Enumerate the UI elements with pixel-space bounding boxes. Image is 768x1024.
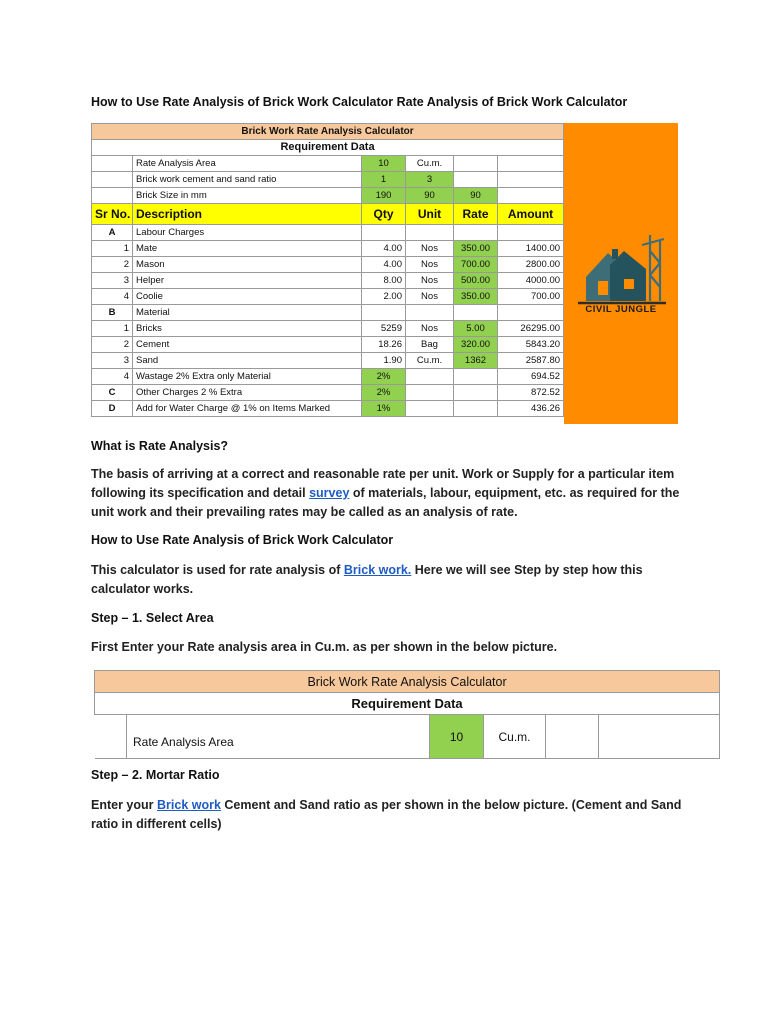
cell-unit [406,401,454,417]
table-row [92,225,564,241]
col-unit: Unit [406,204,454,225]
table-row [92,289,564,305]
cell-description: Mason [133,257,362,273]
snippet-title: Brick Work Rate Analysis Calculator [95,671,720,693]
cell-sr: 3 [92,273,133,289]
cell-sr: 4 [92,289,133,305]
cell-unit [406,369,454,385]
cell-qty[interactable]: 2% [362,369,406,385]
cell-description: Add for Water Charge @ 1% on Items Marked [133,401,362,417]
cell-description: Helper [133,273,362,289]
requirement-data-label: Requirement Data [92,140,564,156]
cell-description: Wastage 2% Extra only Material [133,369,362,385]
snippet-label: Rate Analysis Area [127,715,430,759]
step1-paragraph: First Enter your Rate analysis area in Cu.m. as per shown in the below picture. [91,640,558,654]
cell-rate[interactable]: 1362 [454,353,498,369]
table-row [92,273,564,289]
req-value[interactable]: 190 [362,188,406,204]
req-label: Brick work cement and sand ratio [133,172,362,188]
cell-sr: 3 [92,353,133,369]
col-amount: Amount [498,204,564,225]
civil-jungle-logo [564,123,678,424]
table-row [92,257,564,273]
paragraph-text: Here we will see Step by step how this calculator works. [91,563,643,596]
cell-description: Other Charges 2 % Extra [133,385,362,401]
snippet-unit: Cu.m. [484,715,546,759]
house-icon [564,123,678,424]
cell-rate[interactable]: 350.00 [454,289,498,305]
paragraph-text: The basis of arriving at a correct and reasonable rate per unit. Work or Supply for a particular item following its specification and detail [91,467,675,500]
table-row [92,241,564,257]
what-is-paragraph [91,465,691,522]
req-value[interactable]: 90 [406,188,454,204]
cell-amount: 694.52 [498,369,564,385]
cell-rate [454,225,498,241]
survey-link[interactable]: survey [309,486,350,500]
step1-heading: Step – 1. Select Area [91,611,214,625]
cell-qty: 4.00 [362,241,406,257]
col-qty: Qty [362,204,406,225]
snippet-table [94,670,720,759]
cell-sr: C [92,385,133,401]
req-cell [454,172,498,188]
cell-rate [454,369,498,385]
paragraph-text: This calculator is used for rate analysis of [91,563,344,577]
req-label: Rate Analysis Area [133,156,362,172]
cell-rate[interactable]: 350.00 [454,241,498,257]
req-cell [454,156,498,172]
table-row [92,337,564,353]
step2-heading: Step – 2. Mortar Ratio [91,768,220,782]
cell-qty: 18.26 [362,337,406,353]
cell-sr: 2 [92,337,133,353]
brick-work-link[interactable]: Brick work. [343,563,412,577]
what-is-heading: What is Rate Analysis? [91,439,229,453]
cell-qty: 4.00 [362,257,406,273]
cell-sr: 1 [92,321,133,337]
cell-unit: Nos [406,241,454,257]
cell-description: Material [133,305,362,321]
cell-sr: 4 [92,369,133,385]
cell-description: Coolie [133,289,362,305]
table-row [92,385,564,401]
cell-qty: 1.90 [362,353,406,369]
cell-sr: 2 [92,257,133,273]
table-row [92,305,564,321]
cell-amount: 2587.80 [498,353,564,369]
table-row [92,369,564,385]
cell-rate [454,401,498,417]
cell-qty [362,305,406,321]
req-value[interactable]: 1 [362,172,406,188]
cell-unit: Nos [406,257,454,273]
cell-qty: 5259 [362,321,406,337]
cell-unit: Bag [406,337,454,353]
cell-sr: D [92,401,133,417]
cell-qty: 8.00 [362,273,406,289]
table-row [92,321,564,337]
cell-amount [498,225,564,241]
col-sr: Sr No. [92,204,133,225]
how-to-heading: How to Use Rate Analysis of Brick Work Calculator [91,533,394,547]
cell-sr: 1 [92,241,133,257]
cell-amount: 1400.00 [498,241,564,257]
cell-amount: 436.26 [498,401,564,417]
cell-rate[interactable]: 700.00 [454,257,498,273]
calculator-title: Brick Work Rate Analysis Calculator [92,124,564,140]
cell-unit: Cu.m. [406,353,454,369]
req-unit: Cu.m. [406,156,454,172]
req-value[interactable]: 3 [406,172,454,188]
cell-amount: 5843.20 [498,337,564,353]
cell-unit [406,305,454,321]
cell-amount [498,305,564,321]
cell-rate[interactable]: 320.00 [454,337,498,353]
cell-qty[interactable]: 1% [362,401,406,417]
cell-unit: Nos [406,273,454,289]
cell-unit: Nos [406,321,454,337]
logo-text: CIVIL JUNGLE [585,304,657,315]
cell-rate [454,385,498,401]
cell-amount: 872.52 [498,385,564,401]
req-value[interactable]: 10 [362,156,406,172]
cell-rate [454,305,498,321]
snippet-value[interactable]: 10 [430,715,484,759]
cell-sr: B [92,305,133,321]
paragraph-text: of materials, labour, equipment, etc. as required for the unit work and their prevailing rates may be called as an analysis of rate. [91,486,680,519]
table-row [92,401,564,417]
cell-description: Bricks [133,321,362,337]
col-rate: Rate [454,204,498,225]
table-row [92,353,564,369]
req-label: Brick Size in mm [133,188,362,204]
cell-unit [406,225,454,241]
paragraph-text: Enter your [91,798,157,812]
cell-description: Sand [133,353,362,369]
step2-paragraph [91,796,691,834]
cell-unit [406,385,454,401]
col-description: Description [133,204,362,225]
cell-amount: 4000.00 [498,273,564,289]
snippet-requirement: Requirement Data [95,693,720,715]
req-value[interactable]: 90 [454,188,498,204]
cell-qty: 2.00 [362,289,406,305]
page-title: How to Use Rate Analysis of Brick Work Calculator Rate Analysis of Brick Work Calculator [91,95,628,109]
cell-description: Mate [133,241,362,257]
how-to-paragraph [91,561,691,599]
cell-sr: A [92,225,133,241]
cell-description: Labour Charges [133,225,362,241]
cell-rate[interactable]: 500.00 [454,273,498,289]
cell-rate[interactable]: 5.00 [454,321,498,337]
cell-amount: 2800.00 [498,257,564,273]
brick-work-link-2[interactable]: Brick work [157,798,221,812]
cell-unit: Nos [406,289,454,305]
cell-qty[interactable]: 2% [362,385,406,401]
cell-amount: 700.00 [498,289,564,305]
paragraph-text: Cement and Sand ratio as per shown in the below picture. (Cement and Sand ratio in different cells) [91,798,682,831]
rate-analysis-table [91,123,564,417]
cell-amount: 26295.00 [498,321,564,337]
cell-description: Cement [133,337,362,353]
cell-qty [362,225,406,241]
